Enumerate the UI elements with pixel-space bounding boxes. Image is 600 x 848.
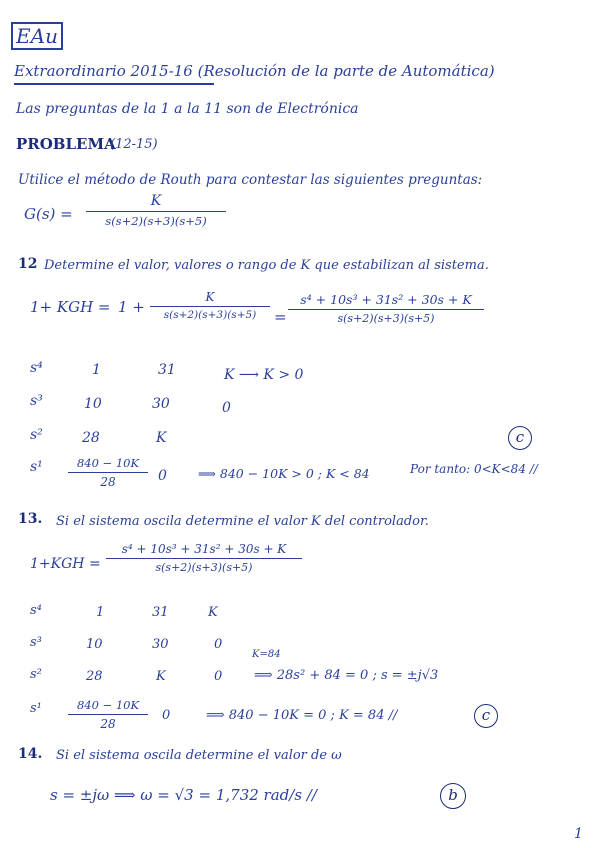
fraction-bar bbox=[68, 472, 148, 473]
q13-eq-numerator: s⁴ + 10s³ + 31s² + 30s + K bbox=[121, 542, 287, 556]
fraction-bar bbox=[288, 309, 484, 310]
q12-routh-row-label: s³ bbox=[30, 393, 43, 409]
q13-eq-denominator: s(s+2)(s+3)(s+5) bbox=[155, 561, 253, 575]
transfer-function-fraction bbox=[86, 193, 226, 228]
q13-routh-cell: 0 bbox=[162, 708, 171, 723]
q12-eq-rhs-fraction bbox=[288, 292, 484, 325]
document-title: Extraordinario 2015-16 (Resolución de la parte de Automática) bbox=[14, 62, 495, 80]
q14-answer-circle: b bbox=[440, 783, 466, 809]
q13-k-note: K=84 bbox=[252, 649, 281, 660]
q12-routh-s1-numerator: 840 − 10K bbox=[76, 456, 140, 470]
fraction-bar bbox=[150, 306, 270, 307]
q12-eq-rhs-numerator: s⁴ + 10s³ + 31s² + 30s + K bbox=[300, 292, 472, 307]
q13-auxiliary-equation: ⟹ 28s² + 84 = 0 ; s = ±j√3 bbox=[254, 668, 439, 683]
q13-routh-s1-denominator: 28 bbox=[100, 717, 116, 732]
q12-routh-row-label: s¹ bbox=[30, 459, 43, 475]
q12-routh-cell: 1 bbox=[92, 362, 101, 378]
q13-answer-circle: c bbox=[474, 704, 498, 728]
q13-routh-cell: 31 bbox=[152, 605, 169, 620]
fraction-bar bbox=[86, 211, 226, 212]
q12-routh-cell: K bbox=[156, 430, 167, 446]
q13-routh-cell: 10 bbox=[86, 637, 103, 652]
q12-routh-cell: 0 bbox=[222, 400, 231, 416]
q13-text: Si el sistema oscila determine el valor K del controlador. bbox=[56, 514, 429, 529]
q13-routh-cell: K bbox=[208, 605, 218, 620]
q12-answer-circle: c bbox=[508, 426, 532, 450]
q12-routh-row-label: s⁴ bbox=[30, 360, 43, 376]
q12-result: ⟹ 840 − 10K > 0 ; K < 84 bbox=[198, 466, 370, 481]
q13-routh-row-label: s⁴ bbox=[30, 603, 42, 618]
q12-eq-equals: = bbox=[274, 308, 287, 326]
q13-routh-row-label: s² bbox=[30, 667, 42, 682]
q13-routh-s1-numerator: 840 − 10K bbox=[76, 698, 140, 712]
q12-eq-fraction bbox=[150, 290, 270, 321]
q12-eq-lhs: 1+ KGH = bbox=[30, 298, 111, 316]
q13-eq-lhs: 1+KGH = bbox=[30, 556, 101, 572]
q12-routh-cell: 0 bbox=[158, 468, 167, 484]
q12-routh-cell: 30 bbox=[152, 396, 170, 412]
q13-routh-row-label: s¹ bbox=[30, 701, 42, 716]
q14-label: 14. bbox=[18, 746, 43, 762]
transfer-function-denominator: s(s+2)(s+3)(s+5) bbox=[105, 214, 207, 229]
q12-routh-s1-fraction bbox=[68, 456, 148, 489]
q13-routh-cell: K bbox=[156, 669, 166, 684]
transfer-function-lhs: G(s) = bbox=[24, 205, 73, 223]
q12-label: 12 bbox=[18, 256, 38, 272]
q12-eq-one-plus: 1 + bbox=[118, 298, 145, 316]
q12-routh-cell: 28 bbox=[82, 430, 100, 446]
q12-eq-rhs-denominator: s(s+2)(s+3)(s+5) bbox=[337, 312, 435, 326]
q12-text: Determine el valor, valores o rango de K que estabilizan al sistema. bbox=[44, 258, 489, 273]
problem-heading: PROBLEMA bbox=[16, 135, 116, 153]
q12-routh-cell: 31 bbox=[158, 362, 176, 378]
q13-result: ⟹ 840 − 10K = 0 ; K = 84 // bbox=[206, 708, 398, 723]
q13-eq-fraction bbox=[106, 542, 302, 574]
fraction-bar bbox=[106, 558, 302, 559]
q12-conclusion: Por tanto: 0<K<84 // bbox=[410, 462, 538, 476]
page-number: 1 bbox=[574, 826, 583, 842]
q13-routh-row-label: s³ bbox=[30, 635, 42, 650]
fraction-bar bbox=[68, 714, 148, 715]
q13-routh-cell: 28 bbox=[86, 669, 103, 684]
q13-routh-cell: 1 bbox=[96, 605, 105, 620]
q14-result: s = ±jω ⟹ ω = √3 = 1,732 rad/s // bbox=[50, 786, 317, 804]
transfer-function-numerator: K bbox=[150, 193, 162, 209]
q12-routh-cell: K ⟶ K > 0 bbox=[224, 367, 304, 383]
q14-text: Si el sistema oscila determine el valor de ω bbox=[56, 748, 342, 763]
problem-range: (12-15) bbox=[110, 137, 158, 152]
q13-routh-cell: 0 bbox=[214, 637, 223, 652]
q13-routh-s1-fraction bbox=[68, 698, 148, 731]
q13-routh-cell: 0 bbox=[214, 669, 223, 684]
q12-routh-s1-denominator: 28 bbox=[100, 475, 116, 490]
q13-routh-cell: 30 bbox=[152, 637, 169, 652]
q12-routh-cell: 10 bbox=[84, 396, 102, 412]
title-underline bbox=[14, 83, 214, 85]
document-subtitle: Las preguntas de la 1 a la 11 son de Electrónica bbox=[16, 101, 359, 117]
problem-instruction: Utilice el método de Routh para contestar las siguientes preguntas: bbox=[18, 172, 483, 188]
q12-eq-fraction-denominator: s(s+2)(s+3)(s+5) bbox=[163, 309, 257, 322]
q12-routh-row-label: s² bbox=[30, 427, 43, 443]
document-tag: EAu bbox=[11, 22, 63, 50]
q12-eq-fraction-numerator: K bbox=[205, 290, 215, 304]
q13-label: 13. bbox=[18, 511, 43, 527]
